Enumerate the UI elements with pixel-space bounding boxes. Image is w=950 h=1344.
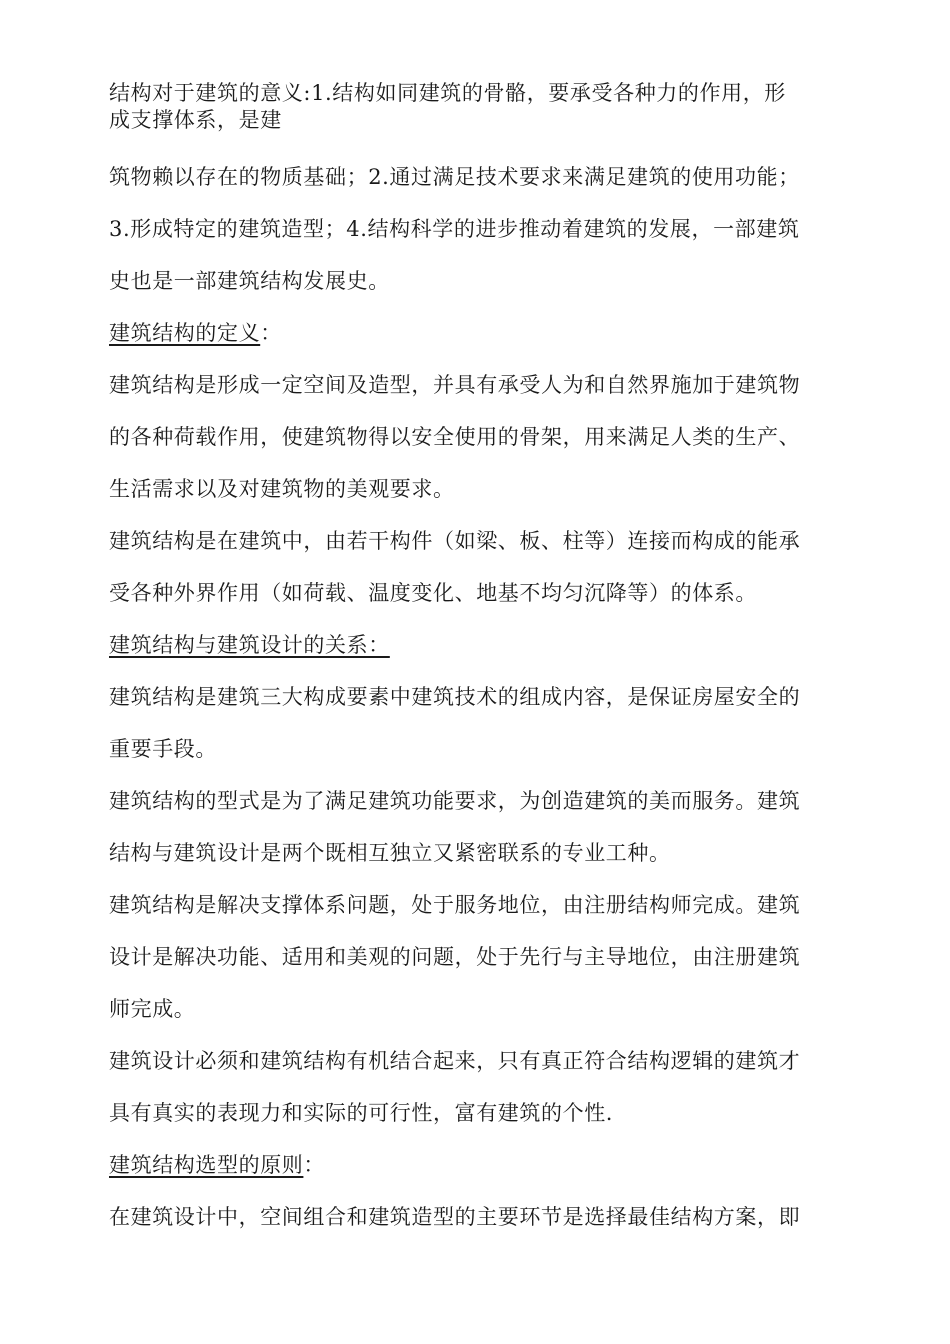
line-text: 史也是一部建筑结构发展史。: [109, 268, 390, 293]
line-text: 建筑结构是形成一定空间及造型，并具有承受人为和自然界施加于建筑物: [109, 372, 801, 397]
line-text: 成支撑体系，是建: [109, 108, 282, 132]
section-heading-definition: [109, 307, 869, 359]
text-line: [109, 1191, 869, 1243]
text-line: [109, 879, 869, 931]
line-text: 在建筑设计中，空间组合和建筑造型的主要环节是选择最佳结构方案，即: [109, 1204, 801, 1229]
text-line: [109, 108, 869, 133]
heading-text: 建筑结构的定义: [109, 320, 261, 345]
text-line: [109, 931, 869, 983]
line-text: 生活需求以及对建筑物的美观要求。: [109, 476, 455, 501]
text-line: [109, 203, 869, 255]
heading-colon: ：: [303, 1152, 326, 1177]
heading-text: 建筑结构选型的原则: [109, 1152, 304, 1177]
line-text: 建筑结构是在建筑中，由若干构件（如梁、板、柱等）连接而构成的能承: [109, 528, 801, 553]
document-page: [109, 78, 869, 1243]
line-text: 结构对于建筑的意义:1.结构如同建筑的骨骼，要承受各种力的作用，形: [109, 80, 786, 105]
text-line: [109, 671, 869, 723]
text-line: [109, 775, 869, 827]
text-line: [109, 1035, 869, 1087]
line-text: 师完成。: [109, 996, 196, 1021]
heading-colon: ：: [260, 320, 282, 345]
text-line: [109, 411, 869, 463]
text-line: [109, 983, 869, 1035]
line-text: 重要手段。: [109, 736, 217, 761]
line-text: 建筑结构是建筑三大构成要素中建筑技术的组成内容，是保证房屋安全的: [109, 684, 801, 709]
text-line: [109, 78, 869, 108]
line-text: 3.形成特定的建筑造型；4.结构科学的进步推动着建筑的发展，一部建筑: [109, 216, 800, 241]
line-text: 建筑设计必须和建筑结构有机结合起来，只有真正符合结构逻辑的建筑才: [109, 1048, 801, 1073]
text-line: [109, 567, 869, 619]
text-line: [109, 359, 869, 411]
section-heading-relationship: [109, 619, 869, 671]
text-line: [109, 515, 869, 567]
text-line: [109, 723, 869, 775]
text-line: [109, 1087, 869, 1139]
line-text: 建筑结构是解决支撑体系问题，处于服务地位，由注册结构师完成。建筑: [109, 892, 801, 917]
line-text: 的各种荷载作用，使建筑物得以安全使用的骨架，用来满足人类的生产、: [109, 424, 801, 449]
section-heading-principles: [109, 1139, 869, 1191]
line-text: 建筑结构的型式是为了满足建筑功能要求，为创造建筑的美而服务。建筑: [109, 788, 801, 813]
line-text: 具有真实的表现力和实际的可行性，富有建筑的个性.: [109, 1100, 614, 1125]
text-line: [109, 151, 869, 203]
line-text: 结构与建筑设计是两个既相互独立又紧密联系的专业工种。: [109, 840, 671, 865]
line-text: 受各种外界作用（如荷载、温度变化、地基不均匀沉降等）的体系。: [109, 580, 757, 605]
text-line: [109, 463, 869, 515]
line-text: 筑物赖以存在的物质基础；2.通过满足技术要求来满足建筑的使用功能；: [109, 164, 800, 189]
heading-text: 建筑结构与建筑设计的关系：: [109, 632, 390, 657]
text-line: [109, 255, 869, 307]
text-line: [109, 827, 869, 879]
line-text: 设计是解决功能、适用和美观的问题，处于先行与主导地位，由注册建筑: [109, 944, 801, 969]
